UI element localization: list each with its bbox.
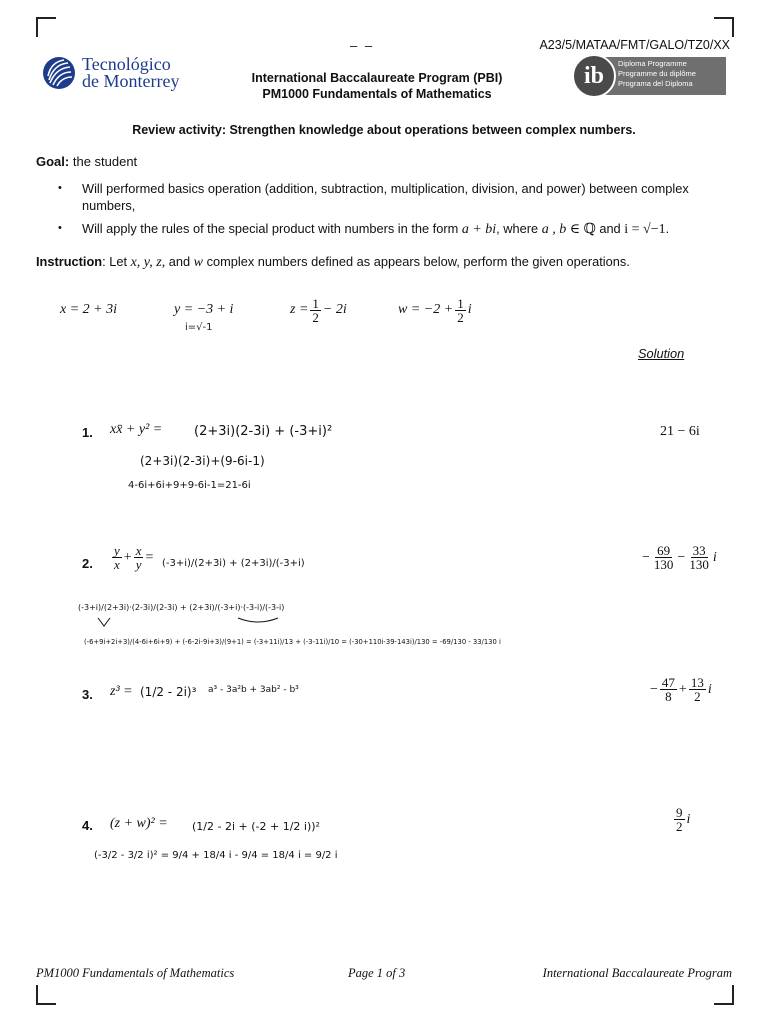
document-code: A23/5/MATAA/FMT/GALO/TZ0/XX bbox=[539, 38, 730, 52]
svg-text:(1/2 - 2i)³: (1/2 - 2i)³ bbox=[140, 685, 197, 699]
problem-4-expression: (z + w)² = bbox=[110, 816, 168, 831]
goal-label: Goal: bbox=[36, 154, 70, 169]
def-z: z = $\frac{1}{2}$ − 2i bbox=[290, 295, 347, 325]
def-y: y = −3 + i bbox=[174, 302, 234, 317]
document-header bbox=[200, 70, 554, 102]
corner-mark-top-right bbox=[714, 17, 734, 37]
problem-1-answer: 21 − 6i bbox=[660, 424, 700, 439]
corner-mark-bottom-left bbox=[36, 985, 56, 1005]
ib-logo: ib Diploma Programme Programme du diplôme Programa del Diploma bbox=[572, 54, 728, 98]
goal-bullets bbox=[58, 180, 728, 244]
corner-mark-bottom-right bbox=[714, 985, 734, 1005]
problem-3-expression: z³ = bbox=[110, 684, 133, 699]
problem-2-expression: $\frac{y}{x}$ + $\frac{x}{y}$ = bbox=[114, 543, 154, 572]
problem-4-handwritten-work bbox=[94, 810, 394, 875]
svg-text:(-3+i)/(2+3i) + (2+3i)/(-3+i): (-3+i)/(2+3i) + (2+3i)/(-3+i) bbox=[162, 558, 305, 569]
svg-text:(1/2 - 2i + (-2 + 1/2 i))²: (1/2 - 2i + (-2 + 1/2 i))² bbox=[192, 820, 320, 833]
course-title: PM1000 Fundamentals of Mathematics bbox=[262, 87, 492, 101]
problem-number: 4. bbox=[82, 818, 93, 833]
def-x: x = 2 + 3i bbox=[60, 302, 117, 317]
problem-2-answer: − $\frac{69}{130}$ − $\frac{33}{130}$ i bbox=[642, 543, 717, 572]
handwritten-i-note bbox=[185, 318, 225, 339]
ib-programme-names: Diploma Programme Programme du diplôme Programa del Diploma bbox=[618, 59, 696, 88]
footer-program: International Baccalaureate Program bbox=[542, 966, 732, 980]
goal-line bbox=[36, 154, 137, 169]
svg-text:4-6i+6i+9+9-6i-1=21-6i: 4-6i+6i+9+9-6i-1=21-6i bbox=[128, 480, 251, 491]
review-title: Review activity: Strengthen knowledge about operations between complex numbers. bbox=[132, 123, 636, 137]
svg-text:a³ - 3a²b + 3ab² - b³: a³ - 3a²b + 3ab² - b³ bbox=[208, 685, 299, 695]
tec-emblem-icon bbox=[42, 56, 76, 90]
corner-mark-top-left bbox=[36, 17, 56, 37]
instruction-line: Instruction: Let x, y, z, and w complex numbers defined as appears below, perform the given operations. bbox=[36, 254, 630, 270]
footer-course: PM1000 Fundamentals of Mathematics bbox=[36, 966, 235, 980]
footer-page-number: Page 1 of 3 bbox=[348, 966, 406, 980]
tec-monterrey-logo bbox=[42, 56, 179, 90]
problem-number: 1. bbox=[82, 425, 93, 440]
svg-text:i=√-1: i=√-1 bbox=[185, 322, 213, 333]
bullet-item: • Will apply the rules of the special product with numbers in the form a + bi, where a , b ∈ ℚ and i = √−1. bbox=[58, 221, 670, 237]
problem-1-handwritten-work bbox=[110, 418, 430, 503]
def-w: w = −2 + $\frac{1}{2}$ i bbox=[398, 295, 472, 325]
tec-wordmark: Tecnológico de Monterrey bbox=[82, 54, 180, 91]
header-dashes: – – bbox=[350, 38, 375, 53]
svg-text:(-6+9i+2i+3)/(4-6i+6i+9) + (-6: (-6+9i+2i+3)/(4-6i+6i+9) + (-6-2i-9i+3)/(9+1) = (-3+11i)/13 + (-3-11i)/10 = (-30+110i-39-143i)/130 = -69/130 - 33/130 i bbox=[84, 638, 501, 646]
problem-number: 3. bbox=[82, 687, 93, 702]
bullet-item: • Will performed basics operation (addition, subtraction, multiplication, division, and power) between complex numbers, bbox=[58, 181, 689, 213]
svg-text:(2+3i)(2-3i) + (-3+i)²: (2+3i)(2-3i) + (-3+i)² bbox=[194, 424, 333, 439]
svg-text:(-3+i)/(2+3i)·(2-3i)/(2-3i) +: (-3+i)/(2+3i)·(2-3i)/(2-3i) + (2+3i)/(-3+i)·(-3-i)/(-3-i) bbox=[78, 603, 285, 612]
program-title: International Baccalaureate Program (PBI) bbox=[251, 71, 503, 85]
goal-text: the student bbox=[69, 154, 138, 169]
problem-2-handwritten-work bbox=[78, 543, 548, 661]
svg-text:(2+3i)(2-3i)+(9-6i-1): (2+3i)(2-3i)+(9-6i-1) bbox=[140, 454, 265, 468]
problem-3-answer: − $\frac{47}{8}$ + $\frac{13}{2}$ i bbox=[650, 675, 712, 704]
problem-3-handwritten-work bbox=[140, 676, 340, 711]
problem-1-expression: xx̄ + y² = bbox=[110, 422, 163, 437]
solution-label: Solution bbox=[638, 346, 685, 361]
problem-4-answer: $\frac{9}{2}$ i bbox=[676, 805, 691, 834]
svg-text:(-3/2 - 3/2 i)² = 9/4 + 18/4 i: (-3/2 - 3/2 i)² = 9/4 + 18/4 i - 9/4 = 18/4 i = 9/2 i bbox=[94, 850, 338, 861]
problem-number: 2. bbox=[82, 556, 93, 571]
